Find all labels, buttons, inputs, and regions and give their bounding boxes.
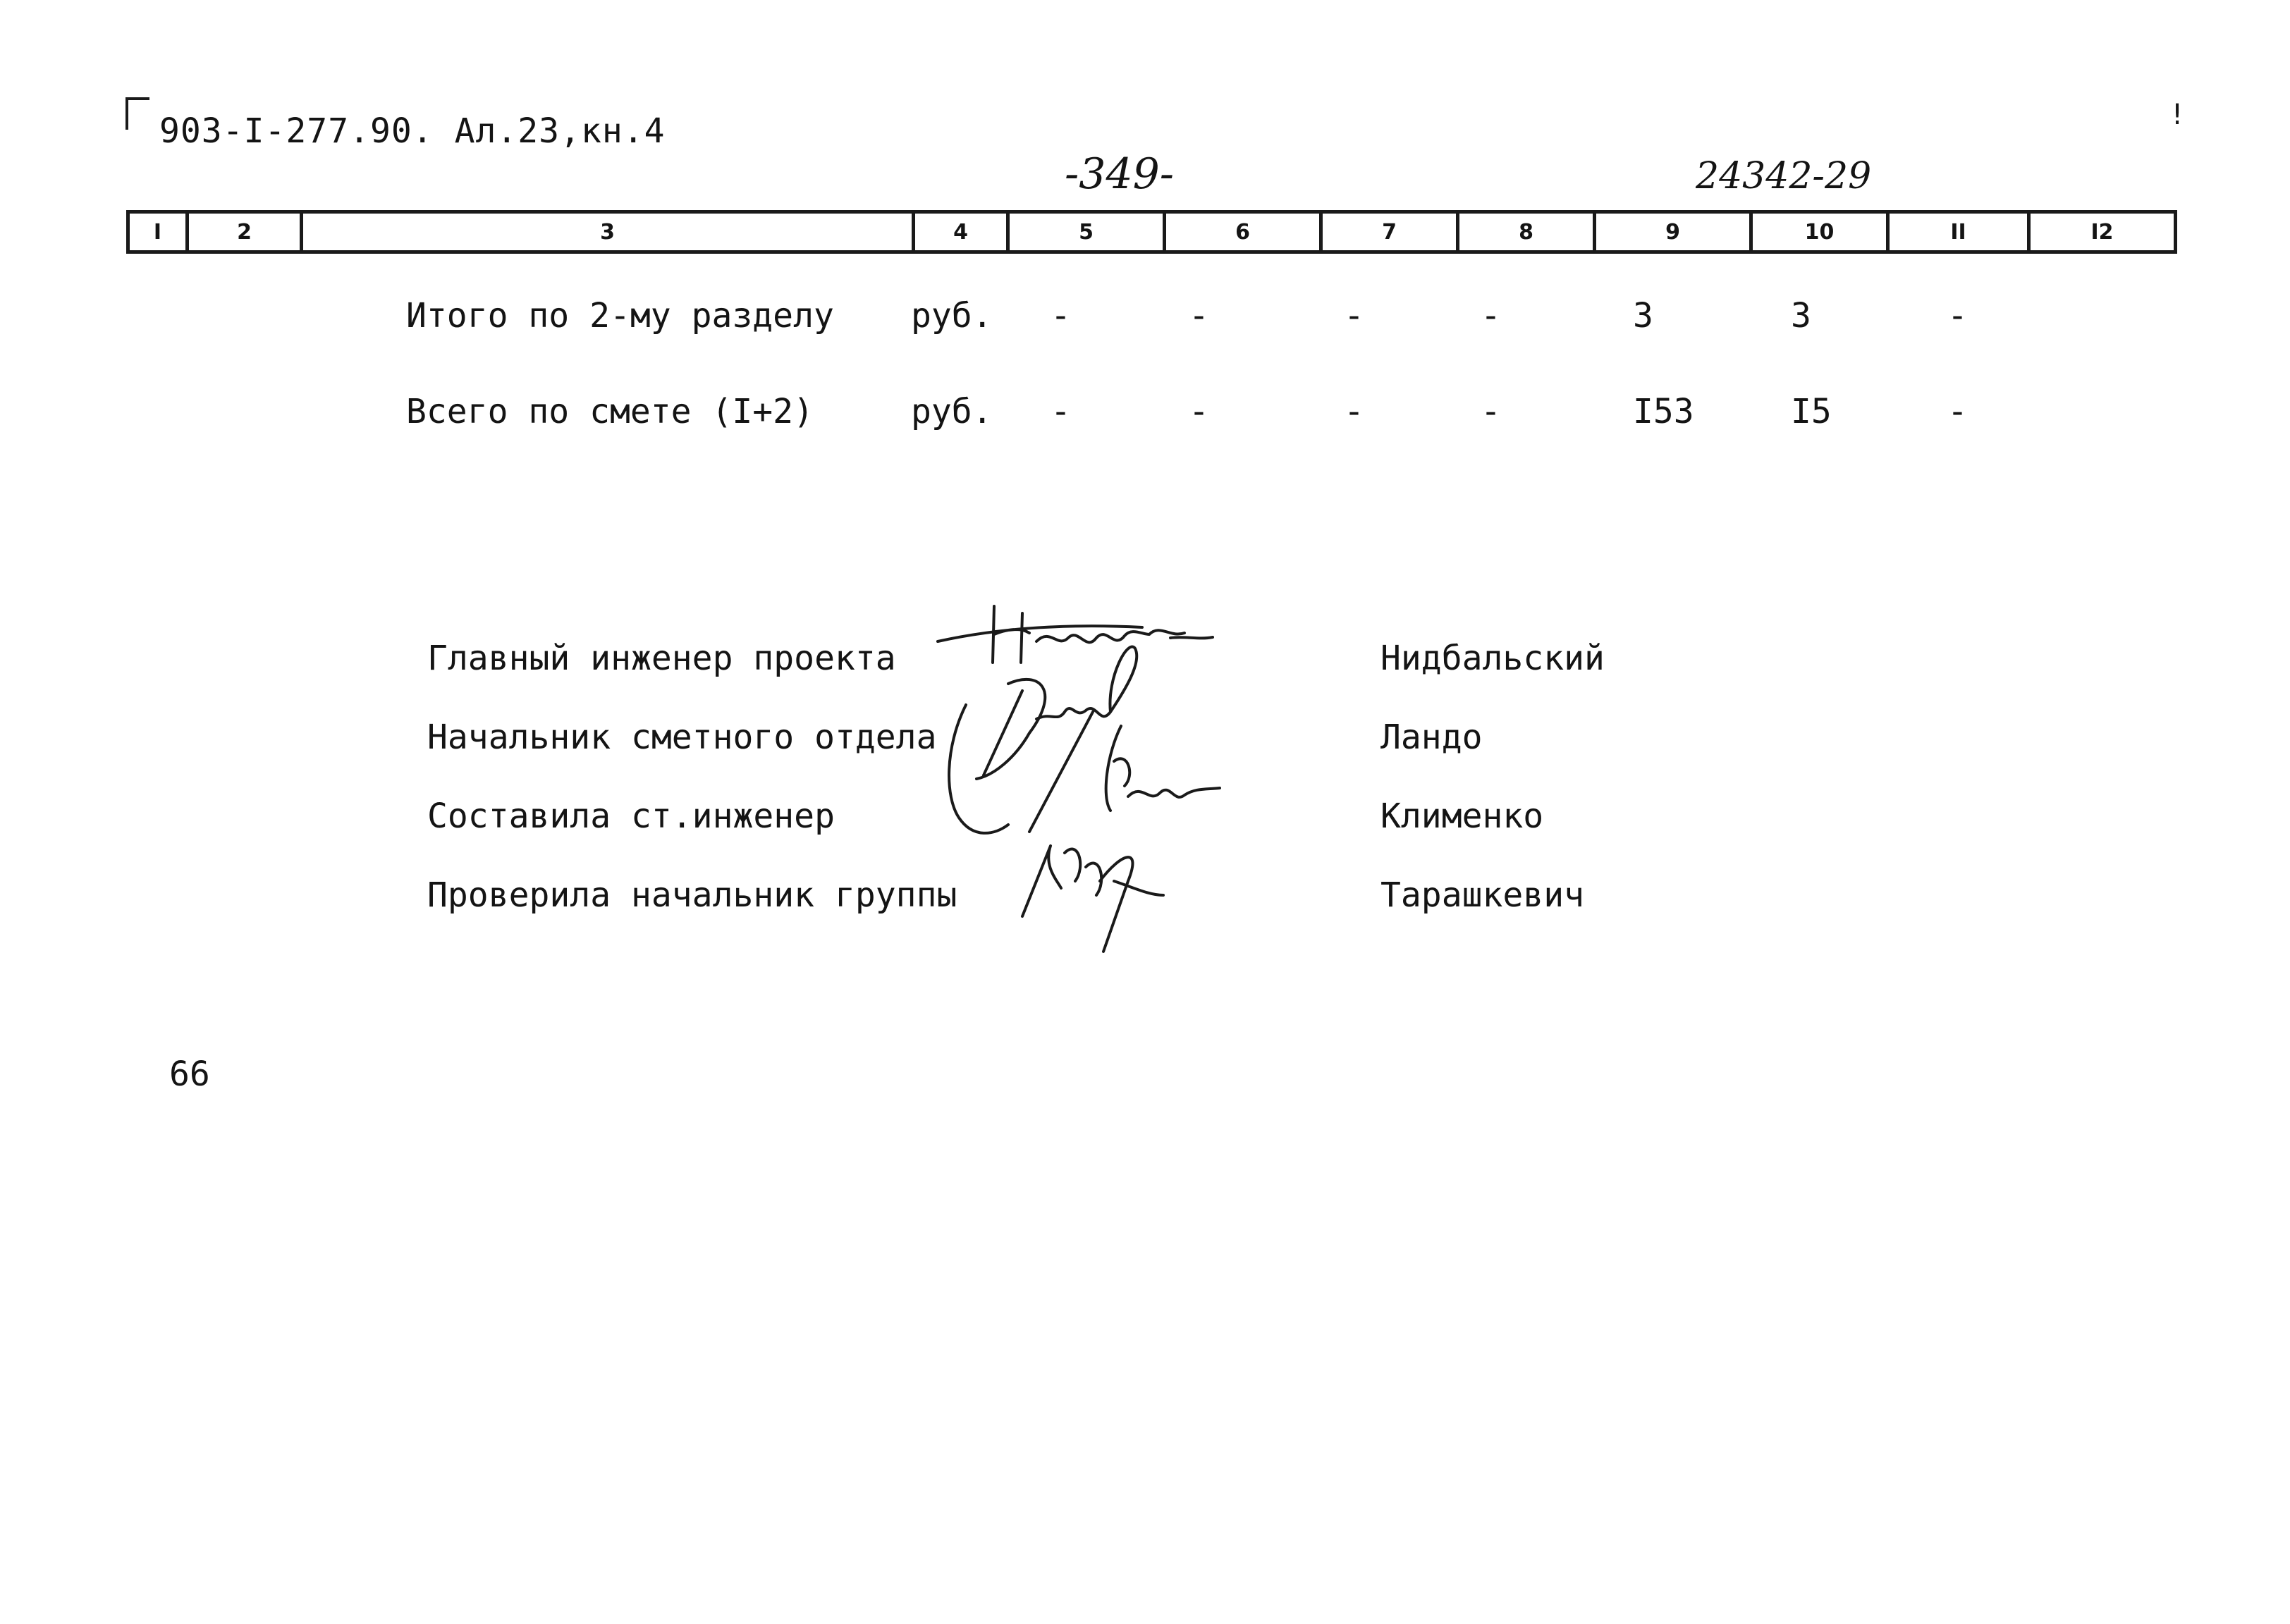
signatory-name: Клименко: [1380, 796, 1544, 836]
signature-checker: [1022, 846, 1163, 952]
cell-col-5: -: [1051, 296, 1071, 336]
cell-col-8: -: [1481, 296, 1501, 336]
row-unit: руб.: [911, 392, 993, 431]
column-number: 10: [1751, 212, 1888, 252]
column-number: I: [128, 212, 188, 252]
page-number: -349-: [1065, 149, 1175, 199]
signatory-name: Нидбальский: [1380, 639, 1605, 678]
cell-col-9: I53: [1633, 392, 1694, 431]
column-number: II: [1888, 212, 2029, 252]
signatory-role: Главный инженер проекта: [427, 639, 896, 678]
column-number: 5: [1008, 212, 1165, 252]
column-number: 9: [1595, 212, 1751, 252]
totals-row-section-2: [0, 296, 2290, 345]
cell-col-11: -: [1947, 296, 1968, 336]
column-number: 2: [188, 212, 302, 252]
cell-col-6: -: [1189, 392, 1209, 431]
column-number: 7: [1321, 212, 1458, 252]
signatory-name: Ландо: [1380, 718, 1483, 757]
cell-col-10: I5: [1791, 392, 1832, 431]
cell-col-8: -: [1481, 392, 1501, 431]
cell-col-7: -: [1344, 296, 1364, 336]
signature-chief-engineer: [938, 606, 1213, 663]
corner-bracket-mark: [125, 97, 149, 130]
row-unit: руб.: [911, 296, 993, 336]
cell-col-9: 3: [1633, 296, 1653, 336]
edge-mark: !: [2169, 99, 2186, 131]
archive-number: 24342-29: [1696, 155, 1872, 197]
cell-col-6: -: [1189, 296, 1209, 336]
totals-row-estimate: [0, 392, 2290, 441]
signatory-role: Проверила начальник группы: [427, 875, 957, 915]
column-number: I2: [2029, 212, 2176, 252]
signatory-role: Начальник сметного отдела: [427, 718, 937, 757]
column-number: 3: [302, 212, 914, 252]
handwritten-signatures: [917, 585, 1340, 980]
sheet-number: 66: [169, 1054, 210, 1094]
column-number-header: [126, 210, 2177, 254]
row-label: Итого по 2-му разделу: [406, 296, 834, 336]
signatory-name: Тарашкевич: [1380, 875, 1584, 915]
cell-col-7: -: [1344, 392, 1364, 431]
signatory-role: Составила ст.инженер: [427, 796, 835, 836]
document-code: 903-I-277.90. Ал.23,кн.4: [159, 111, 666, 151]
column-number: 4: [914, 212, 1008, 252]
column-number: 8: [1458, 212, 1595, 252]
column-number: 6: [1165, 212, 1321, 252]
signature-compiler: [1029, 712, 1220, 832]
cell-col-5: -: [1051, 392, 1071, 431]
row-label: Всего по смете (I+2): [406, 392, 814, 431]
cell-col-11: -: [1947, 392, 1968, 431]
cell-col-10: 3: [1791, 296, 1811, 336]
